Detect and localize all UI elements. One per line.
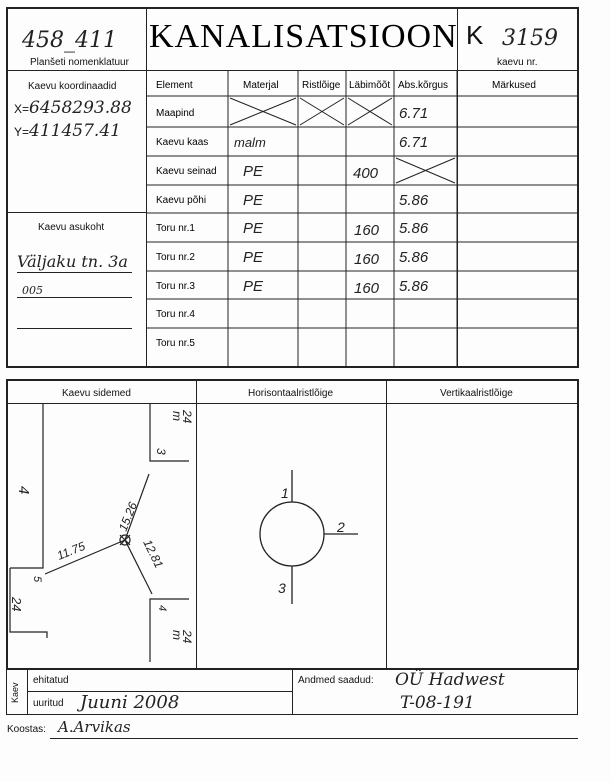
sketch-bottom-4: 4 <box>156 605 168 612</box>
footer-bottom <box>6 714 578 715</box>
author-underline <box>50 738 578 739</box>
author-value: A.Arvikas <box>58 718 131 736</box>
data-source-value-1: OÜ Hadwest <box>395 670 505 690</box>
cell-materjal: PE <box>243 192 264 209</box>
frame-top <box>6 7 578 9</box>
row-element: Toru nr.5 <box>156 338 195 349</box>
footer-side-label: Kaev <box>10 682 20 703</box>
lower-frame-top <box>6 379 578 381</box>
row-element: Toru nr.1 <box>156 223 195 234</box>
sketch-wall-left: 4 <box>15 486 32 495</box>
cell-abs: 5.86 <box>399 220 429 237</box>
lower-frame-right <box>577 379 579 669</box>
cell-labimoot: 160 <box>354 280 380 297</box>
footer-mid-divider <box>292 669 293 715</box>
cell-materjal: PE <box>243 163 264 180</box>
built-label: ehitatud <box>33 675 69 686</box>
row-element: Maapind <box>156 108 195 119</box>
data-source-label: Andmed saadud: <box>298 675 374 686</box>
coordinate-x-prefix: X= <box>14 102 30 116</box>
header-abs: Abs.kõrgus <box>398 80 449 91</box>
sketch-right-3: 3 <box>154 448 168 455</box>
sketch-bottom-m: m <box>170 630 184 640</box>
cell-abs: 6.71 <box>399 134 429 151</box>
location-underline-3 <box>17 328 132 329</box>
coordinates-label: Kaevu koordinaadid <box>28 81 117 92</box>
well-circle <box>260 502 324 566</box>
connections-sketch <box>7 404 196 668</box>
location-top <box>6 212 147 213</box>
author-label: Koostas: <box>7 724 46 735</box>
coordinate-x-value: 6458293.88 <box>29 98 132 118</box>
row-element: Toru nr.2 <box>156 252 195 263</box>
coordinate-y-prefix: Y= <box>14 125 30 139</box>
location-line1: Väljaku tn. 3a <box>17 252 128 271</box>
well-label: kaevu nr. <box>497 57 538 68</box>
data-source-value-2: T-08-191 <box>400 693 475 713</box>
sketch-top-m: m <box>170 411 184 421</box>
location-label: Kaevu asukoht <box>38 222 105 233</box>
row-element: Kaevu kaas <box>156 137 209 148</box>
cell-materjal: PE <box>243 278 264 295</box>
surveyed-label: uuritud <box>33 698 64 709</box>
page-title: KANALISATSIOON <box>149 18 458 55</box>
row-element: Toru nr.3 <box>156 281 195 292</box>
lower-divider-2 <box>386 379 387 669</box>
cell-labimoot: 160 <box>354 251 380 268</box>
cell-materjal: PE <box>243 249 264 266</box>
header-labimoot: Läbimõõt <box>349 80 391 91</box>
sketch-len-2: 11.75 <box>54 538 88 563</box>
nomenclature-label: Planšeti nomenklatuur <box>30 57 129 68</box>
elements-table <box>146 70 579 368</box>
coordinate-y-value: 411457.41 <box>29 121 121 141</box>
footer-kaev-divider <box>27 669 28 715</box>
cell-materjal: malm <box>234 135 266 150</box>
section-vertical-label: Vertikaalristlõige <box>440 388 513 399</box>
row-element: Toru nr.4 <box>156 309 195 320</box>
location-underline-1 <box>17 272 132 273</box>
cell-abs: 5.86 <box>399 192 429 209</box>
cell-materjal: PE <box>243 220 264 237</box>
coordinate-y <box>14 121 121 141</box>
surveyed-value: Juuni 2008 <box>80 692 180 713</box>
sketch-left-5: 5 <box>31 576 43 583</box>
location-underline-2 <box>17 297 132 298</box>
header-element: Element <box>156 80 193 91</box>
sketch-len-1: 15.26 <box>115 500 141 534</box>
footer-left-border <box>6 669 7 715</box>
section-connections-label: Kaevu sidemed <box>62 388 131 399</box>
well-symbol <box>120 535 130 545</box>
cell-abs: 5.86 <box>399 278 429 295</box>
header-ristloige: Ristlõige <box>302 80 341 91</box>
cell-abs: 5.86 <box>399 249 429 266</box>
cell-abs: 6.71 <box>399 105 429 122</box>
row-element: Kaevu seinad <box>156 166 217 177</box>
footer-right-border <box>577 669 578 715</box>
sketch-bottom-24: 24 <box>180 630 194 644</box>
cell-labimoot: 400 <box>353 165 379 182</box>
nomenclature-value: 458_411 <box>22 28 117 53</box>
sketch-left-24: 24 <box>9 597 24 612</box>
header-materjal: Materjal <box>243 80 279 91</box>
well-number: 3159 <box>502 26 558 51</box>
cell-labimoot: 160 <box>354 222 380 239</box>
pipe-label-2: 2 <box>337 519 345 535</box>
sketch-top-24: 24 <box>180 410 194 424</box>
well-prefix: K <box>466 20 484 50</box>
coordinate-x <box>14 98 132 118</box>
pipe-label-3: 3 <box>278 580 286 596</box>
location-line2: 005 <box>22 284 43 297</box>
pipe-label-1: 1 <box>281 485 289 501</box>
header-markused: Märkused <box>492 80 536 91</box>
frame-left <box>6 7 8 367</box>
horizontal-cross-section <box>197 404 386 668</box>
row-element: Kaevu põhi <box>156 195 207 206</box>
section-horizontal-label: Horisontaalristlõige <box>248 388 334 399</box>
sketch-len-3: 12.81 <box>140 537 167 571</box>
